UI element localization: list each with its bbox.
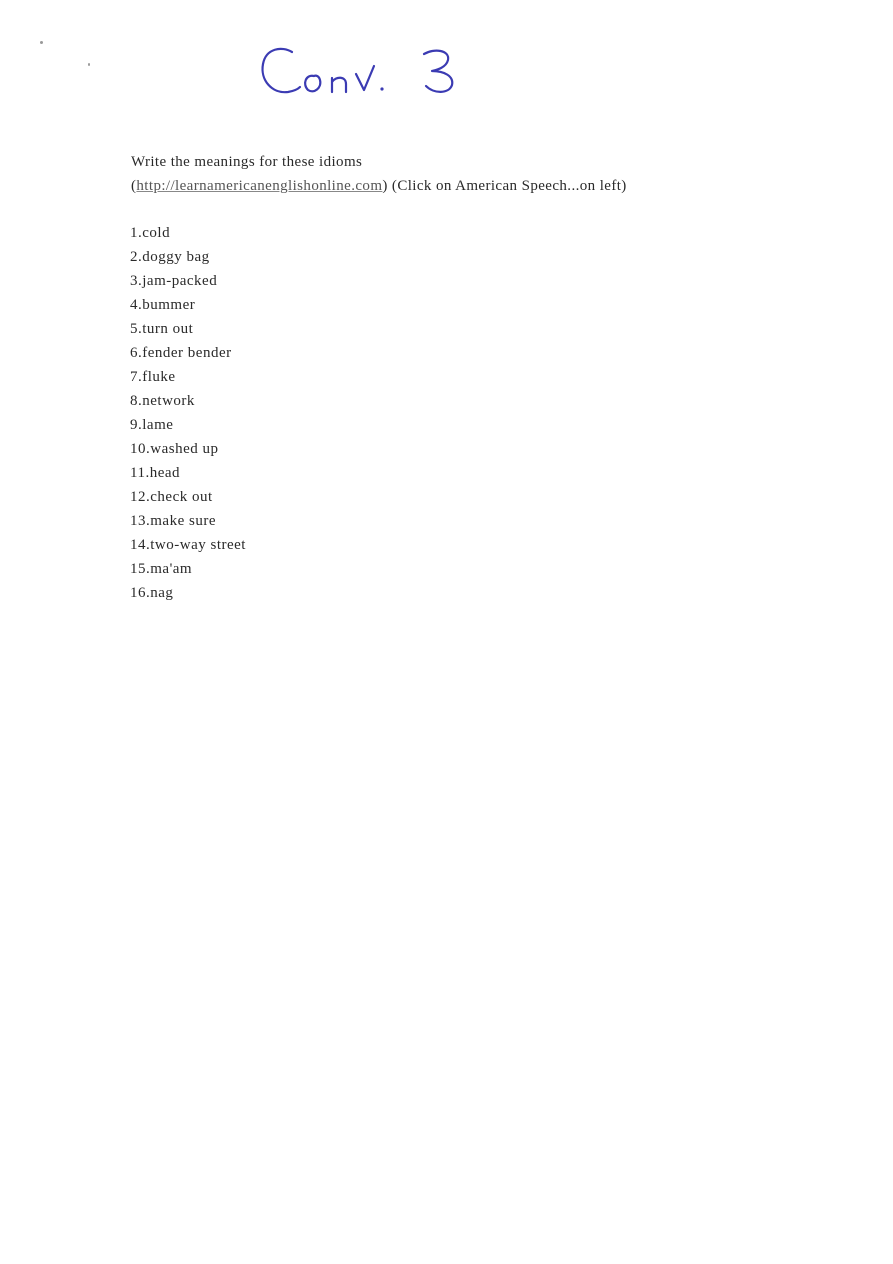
scan-speck	[40, 41, 43, 44]
list-item: 7.fluke	[130, 369, 176, 385]
list-item: 16.nag	[130, 585, 174, 601]
instructions-line: Write the meanings for these idioms	[131, 154, 363, 170]
list-item: 10.washed up	[130, 441, 219, 457]
list-item: 12.check out	[130, 489, 213, 505]
list-item: 5.turn out	[130, 321, 194, 337]
instructions-note: ) (Click on American Speech...on left)	[382, 178, 627, 194]
open-paren: (	[131, 178, 137, 194]
instructions-link-line	[131, 174, 627, 198]
list-item: 4.bummer	[130, 297, 196, 313]
website-link[interactable]: http://learnamericanenglishonline.com	[136, 178, 383, 194]
list-item: 2.doggy bag	[130, 249, 210, 265]
list-item: 9.lame	[130, 417, 174, 433]
list-item: 6.fender bender	[130, 345, 232, 361]
idiom-list	[130, 221, 246, 605]
list-item: 3.jam-packed	[130, 273, 218, 289]
list-item: 13.make sure	[130, 513, 216, 529]
handwritten-title	[258, 40, 468, 104]
list-item: 15.ma'am	[130, 561, 193, 577]
scan-speck	[88, 63, 90, 66]
list-item: 8.network	[130, 393, 195, 409]
list-item: 11.head	[130, 465, 181, 481]
list-item: 14.two-way street	[130, 537, 246, 553]
instructions	[131, 150, 627, 198]
list-item: 1.cold	[130, 225, 171, 241]
